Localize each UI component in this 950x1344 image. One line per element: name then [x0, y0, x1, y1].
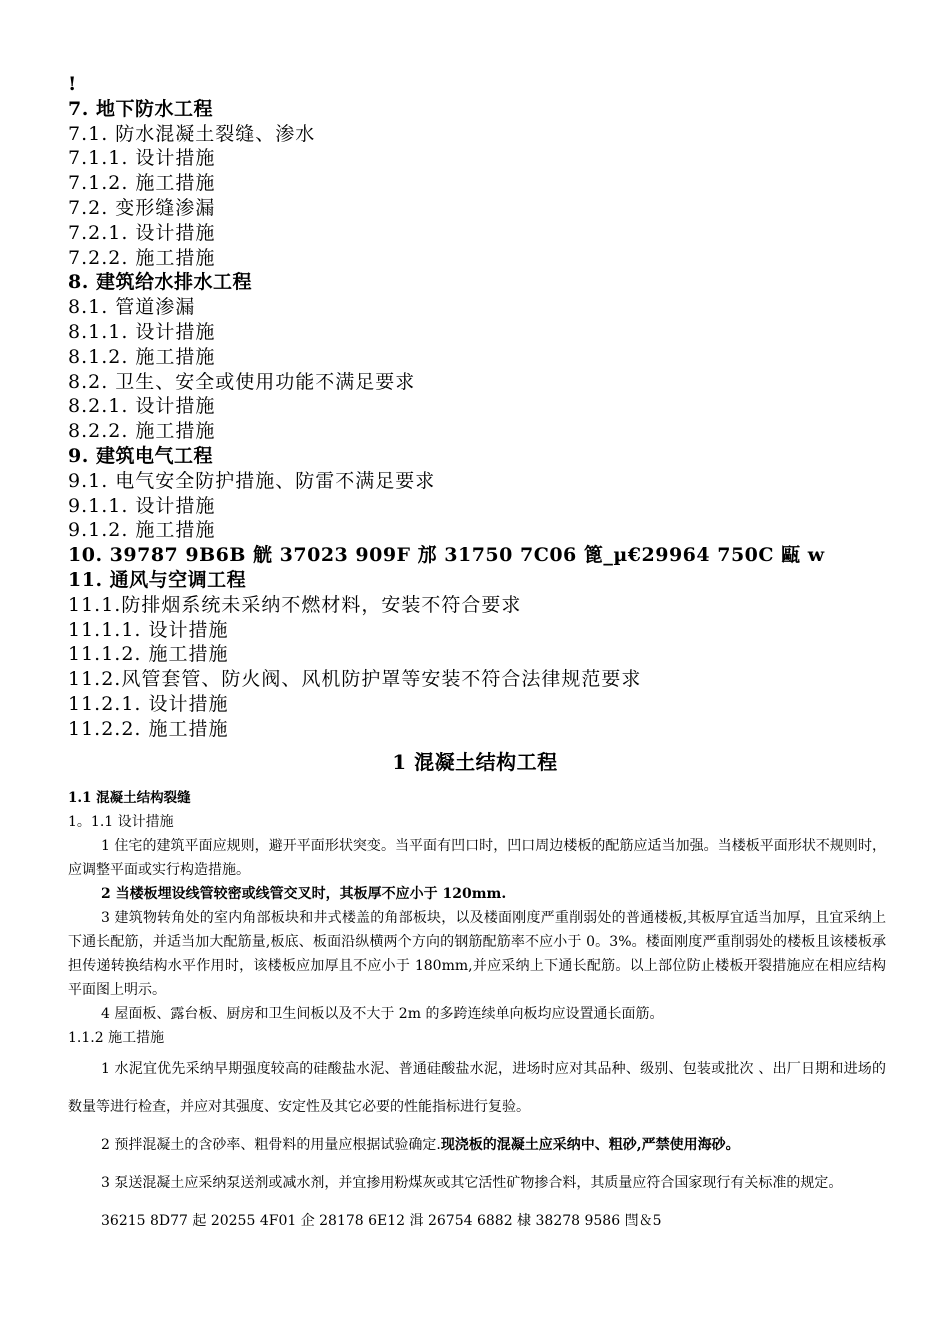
toc-line: 7.1.1. 设计措施	[68, 147, 216, 170]
toc-line: 8. 建筑给水排水工程	[68, 271, 252, 294]
paragraph: 3 泵送混凝土应采纳泵送剂或减水剂，并宜掺用粉煤灰或其它活性矿物掺合料，其质量应符合国家现行有关标准的规定。	[101, 1175, 843, 1191]
paragraph: 4 屋面板、露台板、厨房和卫生间板以及不大于 2m 的多跨连续单向板均应设置通长面筋。	[101, 1006, 664, 1022]
paragraph: 1 住宅的建筑平面应规则，避开平面形状突变。当平面有凹口时，凹口周边楼板的配筋应适当加强。当楼板平面形状不规则时，应调整平面或实行构造措施。	[68, 838, 886, 878]
toc-line: 11.2.1. 设计措施	[68, 692, 229, 715]
toc-line: 7.2.1. 设计措施	[68, 221, 216, 244]
toc-line: 9.1. 电气安全防护措施、防雷不满足要求	[68, 469, 436, 492]
section-heading: 1.1 混凝土结构裂缝	[68, 790, 191, 806]
chapter-title: 1 混凝土结构工程	[392, 750, 558, 774]
paragraph-bold-text: 现浇板的混凝土应采纳中、粗砂,严禁使用海砂。	[440, 1137, 740, 1153]
paragraph: 3 建筑物转角处的室内角部板块和井式楼盖的角部板块，以及楼面刚度严重削弱处的普通楼板,其板厚宜适当加厚，且宜采纳上下通长配筋，并适当加大配筋量,板底、板面沿纵横两个方向的钢筋配筋率不应小于 0。3%。楼面刚度严重削弱处的楼板且该楼板承担传递转换结构水平作用时，该楼板应加厚且不应小于 180mm,并应采纳上下通长配筋。以上部位防止楼板开裂措施应在相应结构平面图上明示。	[68, 910, 886, 998]
toc-line: 11.2.2. 施工措施	[68, 717, 229, 740]
toc-line: 10. 39787 9B6B 觥 37023 909F 邡 31750 7C06 篦_µ€29964 750C 甌 w	[68, 544, 825, 567]
toc-line: 11.1.2. 施工措施	[68, 643, 229, 666]
toc-line: 7.1.2. 施工措施	[68, 172, 216, 195]
paragraph: 1 水泥宜优先采纳早期强度较高的硅酸盐水泥、普通硅酸盐水泥，进场时应对其品种、级别、包装或批次 、出厂日期和进场的数量等进行检查，并应对其强度、安定性及其它必要的性能指标进行复验。	[68, 1061, 886, 1115]
toc-line: 7.2. 变形缝渗漏	[68, 196, 216, 219]
toc-line: 7.1. 防水混凝土裂缝、渗水	[68, 122, 316, 145]
toc-line: 8.1.1. 设计措施	[68, 320, 216, 343]
table-of-contents	[68, 72, 908, 742]
toc-line: 11. 通风与空调工程	[68, 568, 247, 591]
toc-line: !	[68, 73, 78, 95]
toc-line: 8.2.2. 施工措施	[68, 420, 216, 443]
subsection-construction: 1.1.2 施工措施	[68, 1030, 165, 1046]
document-body	[68, 786, 886, 1240]
toc-line: 11.1.1. 设计措施	[68, 618, 229, 641]
toc-line: 9.1.1. 设计措施	[68, 494, 216, 517]
toc-line: 7. 地下防水工程	[68, 97, 213, 120]
toc-line: 8.1. 管道渗漏	[68, 296, 196, 319]
toc-line: 9. 建筑电气工程	[68, 444, 213, 467]
toc-line: 8.2.1. 设计措施	[68, 395, 216, 418]
paragraph-text: 2 预拌混凝土的含砂率、粗骨料的用量应根据试验确定.	[101, 1137, 441, 1153]
toc-line: 8.1.2. 施工措施	[68, 345, 216, 368]
paragraph	[68, 1126, 886, 1164]
toc-line: 8.2. 卫生、安全或使用功能不满足要求	[68, 370, 416, 393]
paragraph: 36215 8D77 起 20255 4F01 企 28178 6E12 湒 26754 6882 棣 38278 9586 閆＆5	[101, 1213, 662, 1229]
toc-line: 11.1.防排烟系统未采纳不燃材料，安装不符合要求	[68, 593, 522, 616]
toc-line: 9.1.2. 施工措施	[68, 519, 216, 542]
subsection-design: 1。1.1 设计措施	[68, 814, 174, 830]
toc-line: 11.2.风管套管、防火阀、风机防护罩等安装不符合法律规范要求	[68, 668, 642, 691]
paragraph-bold: 2 当楼板埋设线管较密或线管交叉时，其板厚不应小于 120mm.	[101, 886, 507, 902]
toc-line: 7.2.2. 施工措施	[68, 246, 216, 269]
